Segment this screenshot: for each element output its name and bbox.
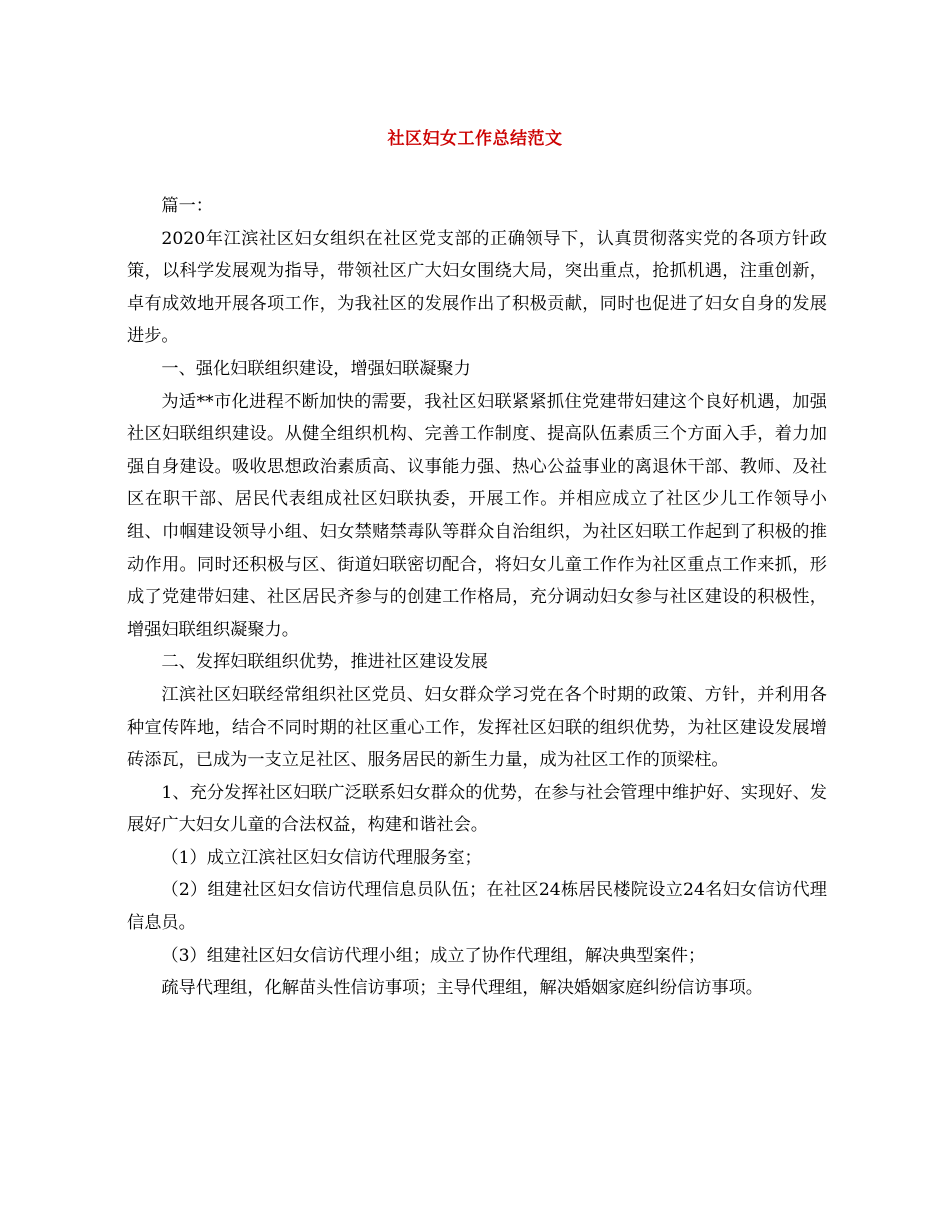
document-body	[127, 190, 827, 1005]
section-heading-2: 二、发挥妇联组织优势，推进社区建设发展	[161, 652, 488, 673]
paragraph-subitem-2: （2）组建社区妇女信访代理信息员队伍；在社区24栋居民楼院设立24名妇女信访代理信息员。	[127, 880, 827, 934]
document-title: 社区妇女工作总结范文	[387, 129, 563, 149]
paragraph-subitem-3-cont: 疏导代理组，化解苗头性信访事项；主导代理组，解决婚姻家庭纠纷信访事项。	[161, 978, 763, 999]
paragraph-section-1: 为适**市化进程不断加快的需要，我社区妇联紧紧抓住党建带妇建这个良好机遇，加强社区妇联组织建设。从健全组织机构、完善工作制度、提高队伍素质三个方面入手，着力加强自身建设。吸收思想政治素质高、议事能力强、热心公益事业的离退休干部、教师、及社区在职干部、居民代表组成社区妇联执委，开展工作。并相应成立了社区少儿工作领导小组、巾帼建设领导小组、妇女禁赌禁毒队等群众自治组织，为社区妇联工作起到了积极的推动作用。同时还积极与区、街道妇联密切配合，将妇女儿童工作作为社区重点工作来抓，形成了党建带妇建、社区居民齐参与的创建工作格局，充分调动妇女参与社区建设的积极性，增强妇联组织凝聚力。	[127, 391, 827, 640]
paragraph-section-2: 江滨社区妇联经常组织社区党员、妇女群众学习党在各个时期的政策、方针，并利用各种宣传阵地，结合不同时期的社区重心工作，发挥社区妇联的组织优势，为社区建设发展增砖添瓦，已成为一支立足社区、服务居民的新生力量，成为社区工作的顶梁柱。	[127, 684, 827, 771]
paragraph-intro: 2020年江滨社区妇女组织在社区党支部的正确领导下，认真贯彻落实党的各项方针政策，以科学发展观为指导，带领社区广大妇女围绕大局，突出重点，抢抓机遇，注重创新，卓有成效地开展各项工作，为我社区的发展作出了积极贡献，同时也促进了妇女自身的发展进步。	[127, 228, 827, 347]
paragraph-item-1: 1、充分发挥社区妇联广泛联系妇女群众的优势，在参与社会管理中维护好、实现好、发展好广大妇女儿童的合法权益，构建和谐社会。	[127, 782, 827, 836]
paragraph-subitem-3: （3）组建社区妇女信访代理小组；成立了协作代理组，解决典型案件；	[161, 945, 706, 966]
section-heading-1: 一、强化妇联组织建设，增强妇联凝聚力	[161, 358, 471, 379]
paragraph-subitem-1: （1）成立江滨社区妇女信访代理服务室；	[161, 847, 482, 868]
paragraph-heading-part-one: 篇一：	[161, 196, 213, 216]
